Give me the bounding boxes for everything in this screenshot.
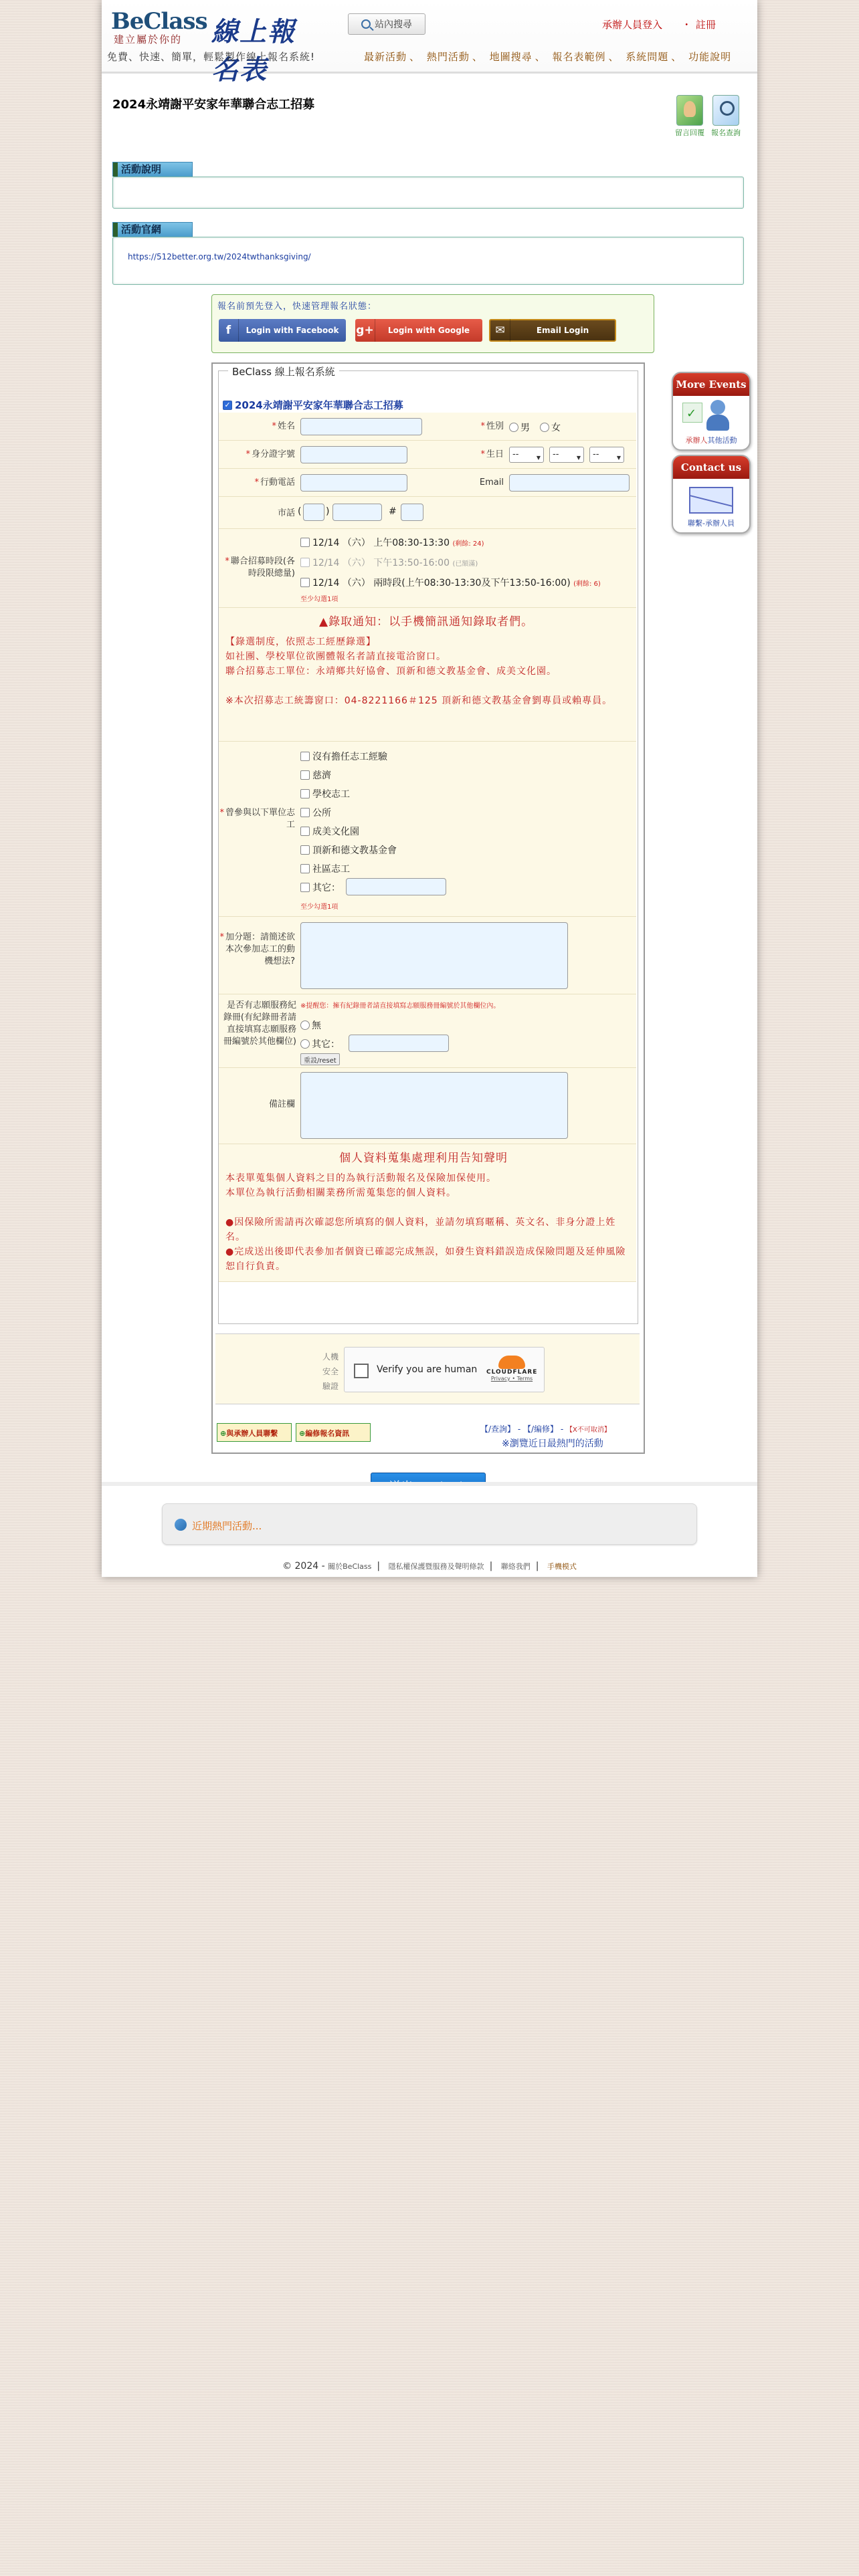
footer-link-contact[interactable]: 聯絡我們 [500,1562,531,1571]
nav-latest[interactable]: 最新活動 [364,51,407,63]
birthday-day-select[interactable]: -- ▼ [589,447,624,463]
separator-dot: ・ [681,19,692,31]
record-label: 是否有志願服務紀錄冊(有紀錄冊者請直接填寫志願服務冊編號於其他欄位) [223,1000,296,1047]
birthday-month-select[interactable]: -- ▼ [549,447,584,463]
captcha-privacy-links[interactable]: Privacy • Terms [490,1376,533,1382]
query-edit-links: 【/查詢】 - 【/編修】 - 【X不可取消】 [480,1424,611,1434]
form-fieldset [218,366,638,1324]
captcha-checkbox[interactable] [354,1364,369,1378]
row-notice [219,608,636,742]
cloud-icon [498,1356,525,1369]
registration-query-button[interactable] [709,95,743,136]
footer-copyright: © 2024 - 關於BeClass | 隱私權保護暨服務及聲明條款 | 聯絡我們 | 手機模式 [282,1561,577,1572]
notice-title: ▲錄取通知：以手機簡訊通知錄取者們。 [319,615,534,629]
row-phone [219,497,636,529]
hot-events-title: 近期熱門活動... [192,1520,262,1532]
website-tab: 活動官網 [112,222,193,237]
facebook-icon: f [219,319,239,342]
motive-textarea[interactable] [300,922,568,989]
row-remark [219,1068,636,1144]
event-checkbox-label: 2024永靖謝平安家年華聯合志工招募 [235,399,403,411]
phone-ext-sign: # [389,506,397,517]
id-number-input[interactable] [300,446,407,463]
volunteer-option-school[interactable]: 學校志工 [300,787,350,800]
session-option-3[interactable]: 12/14 （六） 兩時段(上午08:30-13:30及下午13:50-16:00) (剩餘: 6) [300,576,601,589]
mobile-input[interactable] [300,474,407,492]
row-motive [219,917,636,994]
register-link[interactable]: 註冊 [695,19,716,31]
google-login-button[interactable] [355,319,482,342]
page [102,0,757,1577]
record-option-none[interactable]: 無 [300,1018,321,1032]
mail-icon [682,483,741,516]
nav-examples[interactable]: 報名表範例 [552,51,606,63]
more-events-title: More Events [673,373,749,396]
main-nav: 最新活動 、 熱門活動 、 地圖搜尋 、 報名表範例 、 系統問題 、 功能說明 [364,51,732,63]
footer-link-about[interactable]: 關於BeClass [328,1562,372,1571]
registration-form [211,362,645,1454]
gender-female-radio[interactable]: 女 [540,421,561,434]
privacy-text: 本表單蒐集個人資料之目的為執行活動報名及保險加保使用。 本單位為執行活動相關業務所需蒐集您的個人資料。 ●因保險所需請再次確認您所填寫的個人資料，並請勿填寫暱稱、英文名、非身分證上姓名。 ●完成送出後即代表參加者個資已確認完成無誤，如發生資料錯誤造成保險問題及延伸風險恕自行負責。 [225,1173,626,1272]
google-plus-icon: g+ [355,319,375,342]
record-tip: ※提醒您：擁有紀錄冊者請直接填寫志願服務冊編號於其他欄位內。 [300,1002,500,1010]
cloudflare-logo [486,1356,537,1386]
description-box [112,177,744,209]
nav-map[interactable]: 地圖搜尋 [489,51,533,63]
nav-hot[interactable]: 熱門活動 [426,51,470,63]
footer-hot-band [102,1482,757,1555]
id-label: * 身分證字號 [246,449,295,459]
record-option-other[interactable]: 其它： [300,1037,340,1051]
event-checkbox[interactable] [223,398,403,412]
recent-hot-box[interactable] [162,1503,697,1545]
logo-text: BeClass [111,8,207,35]
description-tab: 活動說明 [112,162,193,177]
logo-subtext: 建立屬於你的 [114,33,183,45]
phone-area-input[interactable] [303,504,324,521]
row-record [219,994,636,1068]
site-header [102,0,757,86]
message-reply-button[interactable] [673,95,706,136]
name-label: * 姓名 [272,421,295,431]
site-search-button[interactable] [348,13,425,35]
volunteer-label: * 曾參與以下單位志工 [219,808,295,830]
phone-paren-open: ( [298,506,302,517]
name-input[interactable] [300,418,422,435]
footer-link-mobile[interactable]: 手機模式 [547,1562,577,1571]
website-link[interactable]: https://512better.org.tw/2024twthanksgiving/ [128,252,311,261]
birthday-year-select[interactable]: -- ▼ [509,447,544,463]
row-name-gender [219,413,636,441]
captcha-widget [344,1347,545,1392]
nav-faq[interactable]: 系統問題 [626,51,669,63]
row-volunteer [219,742,636,917]
session-option-1[interactable]: 12/14 （六） 上午08:30-13:30 (剩餘: 24) [300,536,484,549]
social-login-box [211,294,654,353]
cloudflare-brand: CLOUDFLARE [486,1369,538,1376]
contact-organizer-button[interactable]: ⊕與承辦人員聯繫 [217,1423,292,1442]
account-links [602,17,732,31]
envelope-icon: ✉ [490,319,510,342]
facebook-login-label: Login with Facebook [246,326,339,335]
volunteer-option-tzuchi[interactable]: 慈濟 [300,768,331,782]
remark-textarea[interactable] [300,1072,568,1139]
message-icon [676,95,703,126]
phone-label: 市話 [277,508,295,518]
facebook-login-button[interactable] [219,319,346,342]
record-other-input[interactable] [349,1035,449,1052]
email-login-button[interactable] [489,319,616,342]
contact-us-caption: 聯繫-承辦人員 [688,519,735,528]
mobile-label: * 行動電話 [254,477,295,488]
site-search-label: 站內搜尋 [375,19,412,30]
phone-paren-close: ) [326,506,330,517]
google-login-label: Login with Google [387,326,470,335]
volunteer-option-none[interactable]: 沒有擔任志工經驗 [300,750,387,763]
contact-us-title: Contact us [673,456,749,479]
email-input[interactable] [509,474,630,492]
cancel-note: 【X不可取消】 [566,1426,611,1434]
notice-text: 【錄選制度，依照志工經歷錄選】 如社團、學校單位欲團體報名者請直接電洽窗口。 聯合招募志工單位：永靖鄉共好協會、頂新和德文教基金會、成美文化園。 ※本次招募志工統籌窗口：04-8221166＃125 頂新和德文教基金會劉專員或賴專員。 [225,637,613,706]
volunteer-hint: 至少勾選1項 [300,903,339,911]
gender-label: * 性別 [480,421,504,431]
login-prompt: 報名前預先登入，快速管理報名狀態： [217,302,377,312]
logo-title: 線上報名表 [211,16,296,86]
session-hint: 至少勾選1項 [300,596,339,603]
email-label: Email [479,477,504,488]
phone-ext-input[interactable] [401,504,423,521]
footer-link-privacy[interactable]: 隱私權保護暨服務及聲明條款 [388,1562,484,1571]
nav-features[interactable]: 功能說明 [688,51,732,63]
magnifier-icon [712,95,739,126]
row-privacy [219,1144,636,1282]
message-reply-label: 留言回覆 [675,128,704,137]
row-mobile-email [219,469,636,497]
tagline: 免費、快速、簡單，輕鬆製作線上報名系統! [107,51,316,63]
human-check-label: 人機安全驗證 [322,1352,339,1391]
recent-hot-link[interactable]: ※瀏覽近日最熱門的活動 [502,1438,603,1449]
contact-us-button[interactable] [672,455,751,534]
session-label: * 聯合招募時段(各時段限總量) [225,556,295,578]
captcha-text: Verify you are human [377,1364,478,1375]
volunteer-option-other[interactable]: 其它： [300,881,341,894]
more-events-button[interactable] [672,372,751,451]
row-id-birthday [219,441,636,469]
gender-male-radio[interactable]: 男 [509,421,530,434]
more-events-caption: 承辦人其他活動 [685,436,737,445]
privacy-title: 個人資料蒐集處理利用告知聲明 [339,1152,508,1165]
row-sessions [219,529,636,608]
query-link[interactable]: 【/查詢】 [480,1424,516,1434]
edit-link[interactable]: 【/編修】 [523,1424,559,1434]
copyright-text: © 2024 - [282,1561,325,1572]
email-login-label: Email Login [536,326,589,335]
record-reset-button[interactable]: 重設/reset [300,1053,340,1065]
volunteer-option-tingxin[interactable]: 頂新和德文教基金會 [300,843,397,857]
volunteer-other-input[interactable] [346,878,446,895]
edit-registration-button[interactable]: ⊕編修報名資訊 [296,1423,371,1442]
contact-login-link[interactable]: 承辦人員登入 [602,19,663,31]
volunteer-option-chengmei[interactable]: 成美文化園 [300,825,359,838]
event-title: 2024永靖謝平安家年華聯合志工招募 [112,98,315,112]
motive-label: * 加分題：請簡述欲本次參加志工的動機想法? [219,932,295,966]
checkbox-checked-icon: ✓ [223,401,232,410]
checklist-people-icon: ✓ [682,400,741,433]
search-icon [361,19,371,29]
form-legend: BeClass 線上報名系統 [228,364,339,379]
website-box [112,237,744,285]
session-option-2: 12/14 （六） 下午13:50-16:00 (已額滿) [300,556,478,569]
volunteer-option-office[interactable]: 公所 [300,806,331,819]
phone-number-input[interactable] [332,504,382,521]
volunteer-option-community[interactable]: 社區志工 [300,862,350,875]
registration-query-label: 報名查詢 [711,128,741,137]
birthday-label: * 生日 [480,449,504,459]
hot-events-icon [175,1519,187,1531]
remark-label: 備註欄 [268,1099,295,1109]
